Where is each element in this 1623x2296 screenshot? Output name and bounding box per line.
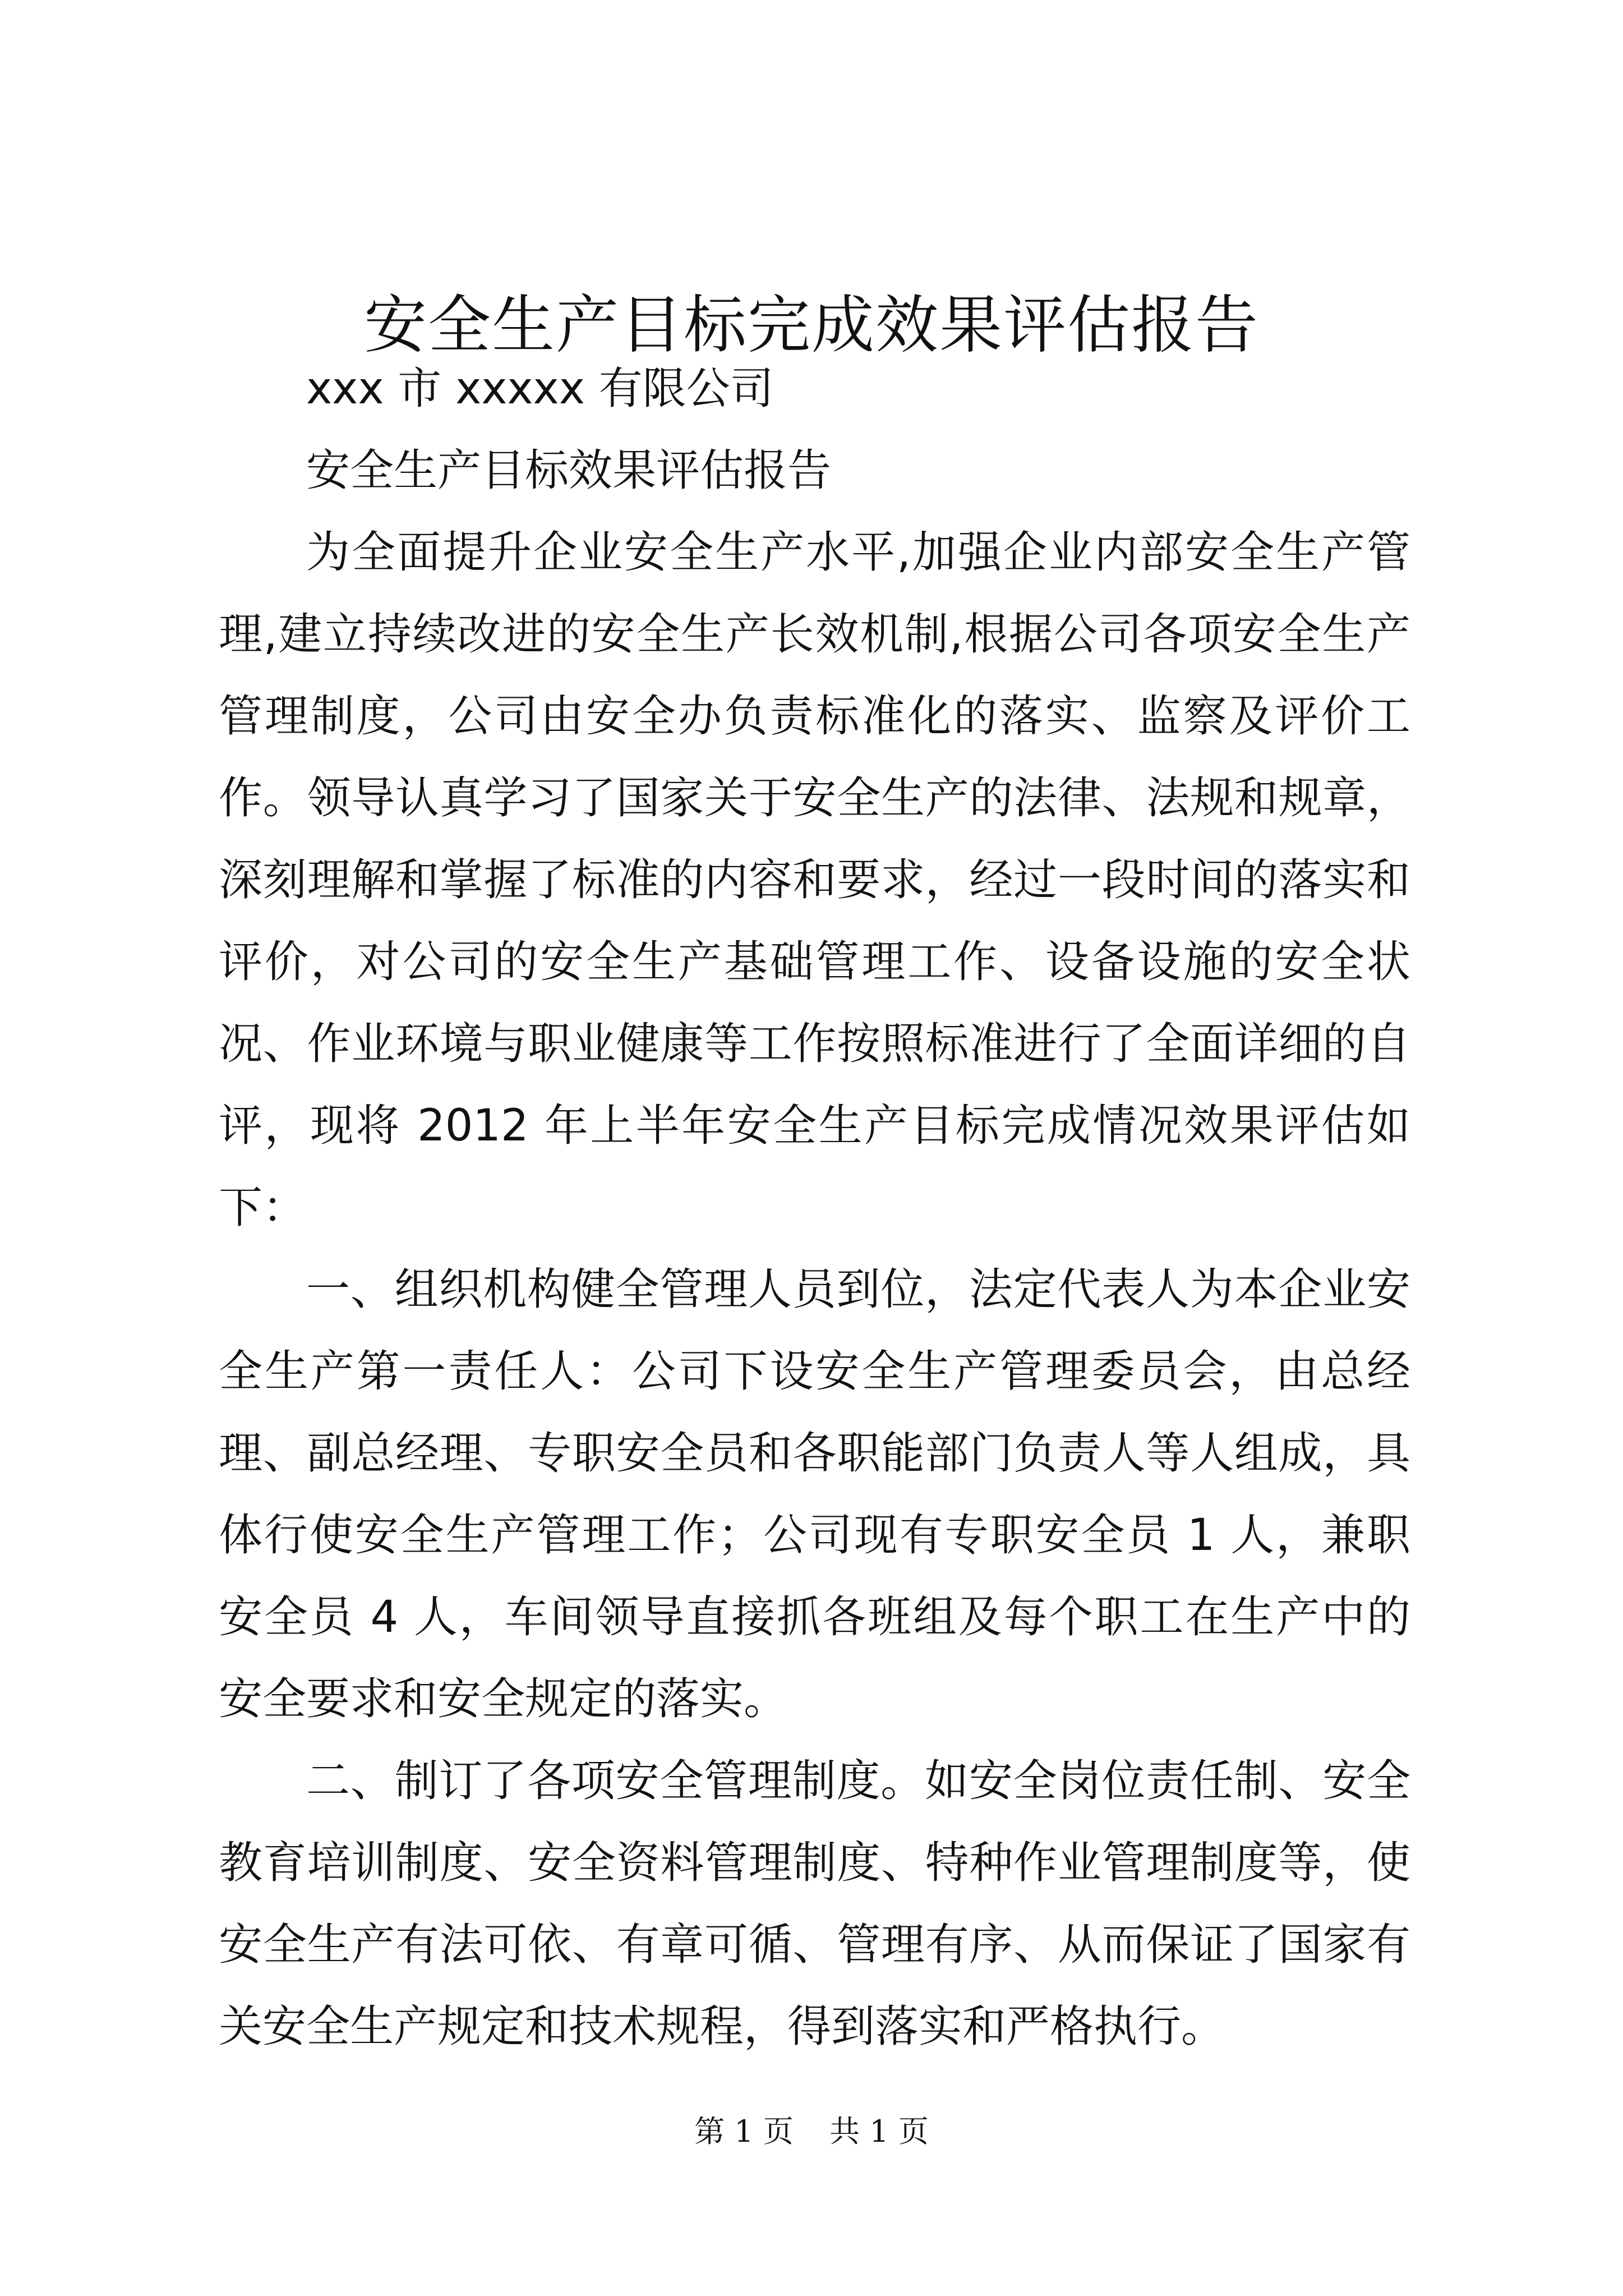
company-name: xxx 市 xxxxx 有限公司 <box>306 364 774 414</box>
section-one-paragraph: 一、组织机构健全管理人员到位，法定代表人为本企业安全生产第一责任人：公司下设安全生产管理委员会，由总经理、副总经理、专职安全员和各职能部门负责人等人组成，具体行使安全生产管理工作；公司现有专职安全员 1 人，兼职安全员 4 人，车间领导直接抓各班组及每个职工在生产中的安全要求和安全规定的落实。 <box>219 1264 1410 1724</box>
document-body <box>219 348 1410 2068</box>
section-two-paragraph: 二、制订了各项安全管理制度。如安全岗位责任制、安全教育培训制度、安全资料管理制度、特种作业管理制度等，使安全生产有法可依、有章可循、管理有序、从而保证了国家有关安全生产规定和技术规程，得到落实和严格执行。 <box>219 1756 1410 2052</box>
report-subtitle: 安全生产目标效果评估报告 <box>306 445 832 496</box>
page-footer <box>0 2109 1623 2154</box>
document-title: 安全生产目标完成效果评估报告 <box>364 289 1259 362</box>
total-pages: 共 1 页 <box>829 2114 929 2149</box>
page-number: 第 1 页 <box>694 2114 794 2149</box>
intro-paragraph: 为全面提升企业安全生产水平,加强企业内部安全生产管理,建立持续改进的安全生产长效机制,根据公司各项安全生产管理制度，公司由安全办负责标准化的落实、监察及评价工作。领导认真学习了国家关于安全生产的法律、法规和规章，深刻理解和掌握了标准的内容和要求，经过一段时间的落实和评价，对公司的安全生产基础管理工作、设备设施的安全状况、作业环境与职业健康等工作按照标准进行了全面详细的自评，现将 2012 年上半年安全生产目标完成情况效果评估如下： <box>219 527 1410 1233</box>
